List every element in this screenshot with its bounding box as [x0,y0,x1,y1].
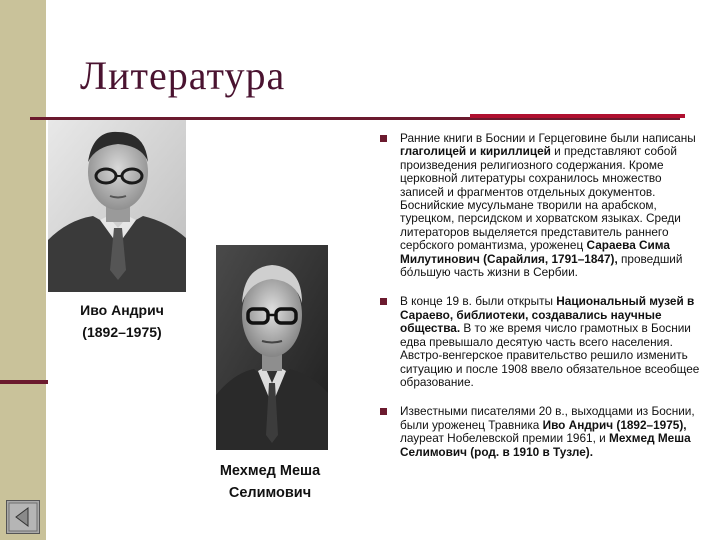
caption-surname: Селимович [228,485,312,501]
bullet-item-3 [380,405,700,459]
bullet-text: В то же время число грамотных в Боснии едва превышало десятую часть всего населения. Австро-венгерское правительство решило изменить ситуацию и после 1908 ввело обязательное всеобщее образование. [400,321,700,389]
bullet-text: проведший бо́льшую часть жизни в Сербии. [400,251,683,280]
bullet-square-icon [380,135,387,142]
caption-years: (1892–1975) [82,324,162,340]
bullet-text: лауреат Нобелевской премии 1961, и [400,431,609,446]
bullet-text: Известными писателями 20 в., выходцами из Боснии, были уроженец Травника [400,404,695,432]
photo-caption-selimovic [200,460,340,504]
bullet-text: и представляют собой произведения религиозного содержания. Кроме церковной литературы сохранилось множество записей и фрагментов отдельных документов. Боснийские мусульмане творили на арабском, турецком, персидском и хорватском языках. Среди литераторов выделяется представитель раннего сербского романтизма, уроженец [400,144,681,253]
bullet-bold-text: Иво Андрич (1892–1975), [542,417,687,432]
bullet-bold-text: глаголицей и кириллицей [400,144,551,159]
bullet-bold-text: Национальный музей в Сараево, библиотеки, создавались научные общества. [400,294,695,336]
bullet-square-icon [380,298,387,305]
previous-slide-button[interactable] [6,500,40,534]
portrait-photo-andric [48,120,186,292]
bullet-square-icon [380,408,387,415]
bullet-text: Ранние книги в Боснии и Герцеговине были написаны [400,131,696,145]
bullet-bold-text: Мехмед Меша Селимович (род. в 1910 в Тузле). [400,431,691,459]
bullet-text: В конце 19 в. были открыты [400,294,557,309]
page-title: Литература [80,53,286,98]
sidebar-accent-line [0,380,48,384]
photo-caption-andric [52,299,192,343]
bullet-list [380,132,700,475]
previous-slide-icon [7,501,39,533]
bullet-item-2 [380,295,700,389]
caption-name: Мехмед Меша [219,463,321,479]
portrait-photo-selimovic [216,245,328,450]
caption-name: Иво Андрич [80,302,164,318]
title-divider-accent [470,114,685,118]
sidebar-band [0,0,46,540]
bullet-bold-text: Сараева Сима Милутинович (Сарайлия, 1791–1847), [400,238,670,266]
bullet-item-1 [380,132,700,279]
